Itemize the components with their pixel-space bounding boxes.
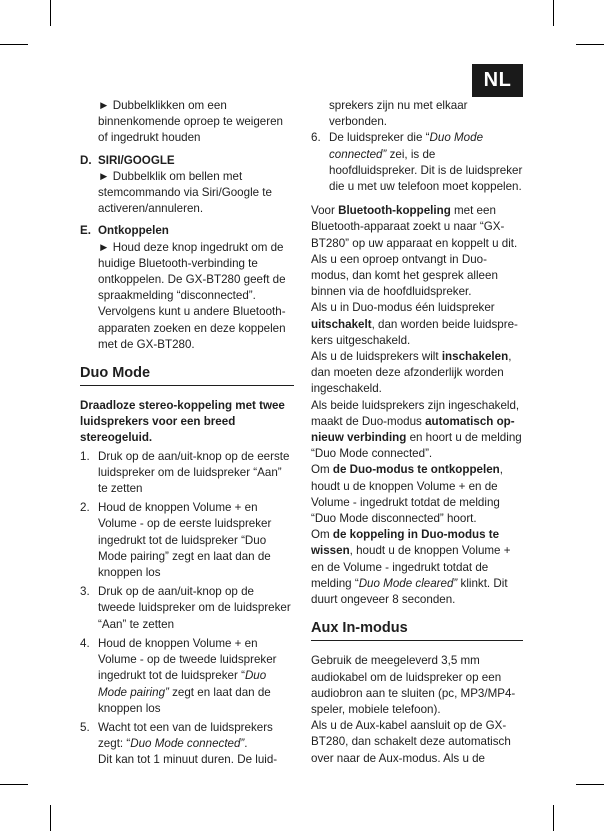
paragraph: Als u de Aux-kabel aansluit op de GX-BT280, dan schakelt deze automatisch over naar de Aux-modus. Als u de: [311, 719, 511, 765]
list-item: ► Dubbelklikken om een binnenkomende oproep te weigeren of ingedrukt houden: [98, 99, 283, 145]
language-badge: NL: [472, 64, 523, 97]
paragraph: Om de koppeling in Duo-modus te wissen, houdt u de knoppen Volume + en de Volume - ingedrukt totdat de melding “Duo Mode cleared” klinkt. Dit duurt ongeveer 8 seconden.: [311, 528, 511, 607]
section-d-heading: D. SIRI/GOOGLE: [80, 153, 175, 167]
paragraph: Om de Duo-modus te ontkoppelen, houdt u de knoppen Volume + en de Volume - ingedrukt totdat de melding “Duo Mode disconnected” hoort.: [311, 463, 503, 526]
aux-in-heading: Aux In-modus: [311, 618, 523, 641]
paragraph: Als beide luidsprekers zijn ingeschakeld, maakt de Duo-modus automatisch opnieuw verbinding en hoort u de melding “Duo Mode connected”.: [311, 398, 522, 461]
list-item: 6. De luidspreker die “Duo Mode connected” zei, is de hoofdluidspreker. Dit is de luidspreker die u met uw telefoon moet koppelen.: [311, 131, 523, 194]
crop-mark: [50, 0, 51, 26]
list-item: 4. Houd de knoppen Volume + en Volume - op de tweede luidspreker ingedrukt tot de luidspreker “Duo Mode pairing” zegt en laat dan de knoppen los: [80, 636, 277, 715]
crop-mark: [0, 784, 28, 785]
list-item: 1. Druk op de aan/uit-knop op de eerste luidspreker om de luidspreker “Aan” te zetten: [80, 449, 290, 496]
section-e-text: ► Houd deze knop ingedrukt om de huidige Bluetooth-verbinding te ontkoppelen. De GX-BT280 geeft de spraakmelding “disconnected”. Vervolgens kunt u andere Bluetooth-apparaten zoeken en deze koppelen met de GX-BT280.: [98, 240, 286, 351]
duo-mode-steps-cont: [311, 130, 523, 195]
bluetooth-pairing-paragraph: Voor Bluetooth-koppeling met een Bluetooth-apparaat zoekt u naar “GX-BT280” op uw apparaat en koppelt u dit.: [311, 204, 518, 250]
paragraph: Als u de luidsprekers wilt inschakelen, dan moeten deze afzonderlijk worden ingeschakeld.: [311, 350, 512, 396]
section-d-text: ► Dubbelklik om bellen met stemcommando via Siri/Google te activeren/annuleren.: [98, 169, 272, 216]
crop-mark: [0, 44, 28, 45]
duo-mode-heading: Duo Mode: [80, 363, 294, 386]
list-item: 5. Wacht tot een van de luidsprekers zegt: “Duo Mode connected”. Dit kan tot 1 minuut duren. De luid-: [80, 720, 278, 767]
crop-mark: [50, 805, 51, 831]
crop-mark: [553, 805, 554, 831]
crop-mark: [576, 784, 604, 785]
list-item: 2. Houd de knoppen Volume + en Volume - op de eerste luidspreker ingedrukt tot de luidspreker “Duo Mode pairing” zegt en laat dan de knoppen los: [80, 501, 272, 580]
crop-mark: [553, 0, 554, 26]
right-column: [311, 98, 523, 767]
duo-mode-steps: [80, 449, 294, 769]
crop-mark: [576, 44, 604, 45]
paragraph: Als u een oproep ontvangt in Duo-modus, dan komt het gesprek alleen binnen via de hoofdluidspreker.: [311, 252, 498, 299]
paragraph: Gebruik de meegeleverd 3,5 mm audiokabel om de luidspreker op een audiobron aan te sluiten (pc, MP3/MP4-speler, mobiele telefoon).: [311, 654, 516, 716]
left-column: [80, 98, 294, 772]
paragraph: Als u in Duo-modus één luidspreker uitschakelt, dan worden beide luidsprekers uitgeschakeld.: [311, 301, 518, 347]
section-e-heading: E. Ontkoppelen: [80, 224, 169, 238]
step-5-continued: sprekers zijn nu met elkaar verbonden.: [329, 99, 468, 129]
list-item: 3. Druk op de aan/uit-knop op de tweede luidspreker om de luidspreker “Aan” te zetten: [80, 585, 291, 631]
duo-mode-intro: Draadloze stereo-koppeling met twee luidsprekers voor een breed stereogeluid.: [80, 399, 285, 445]
